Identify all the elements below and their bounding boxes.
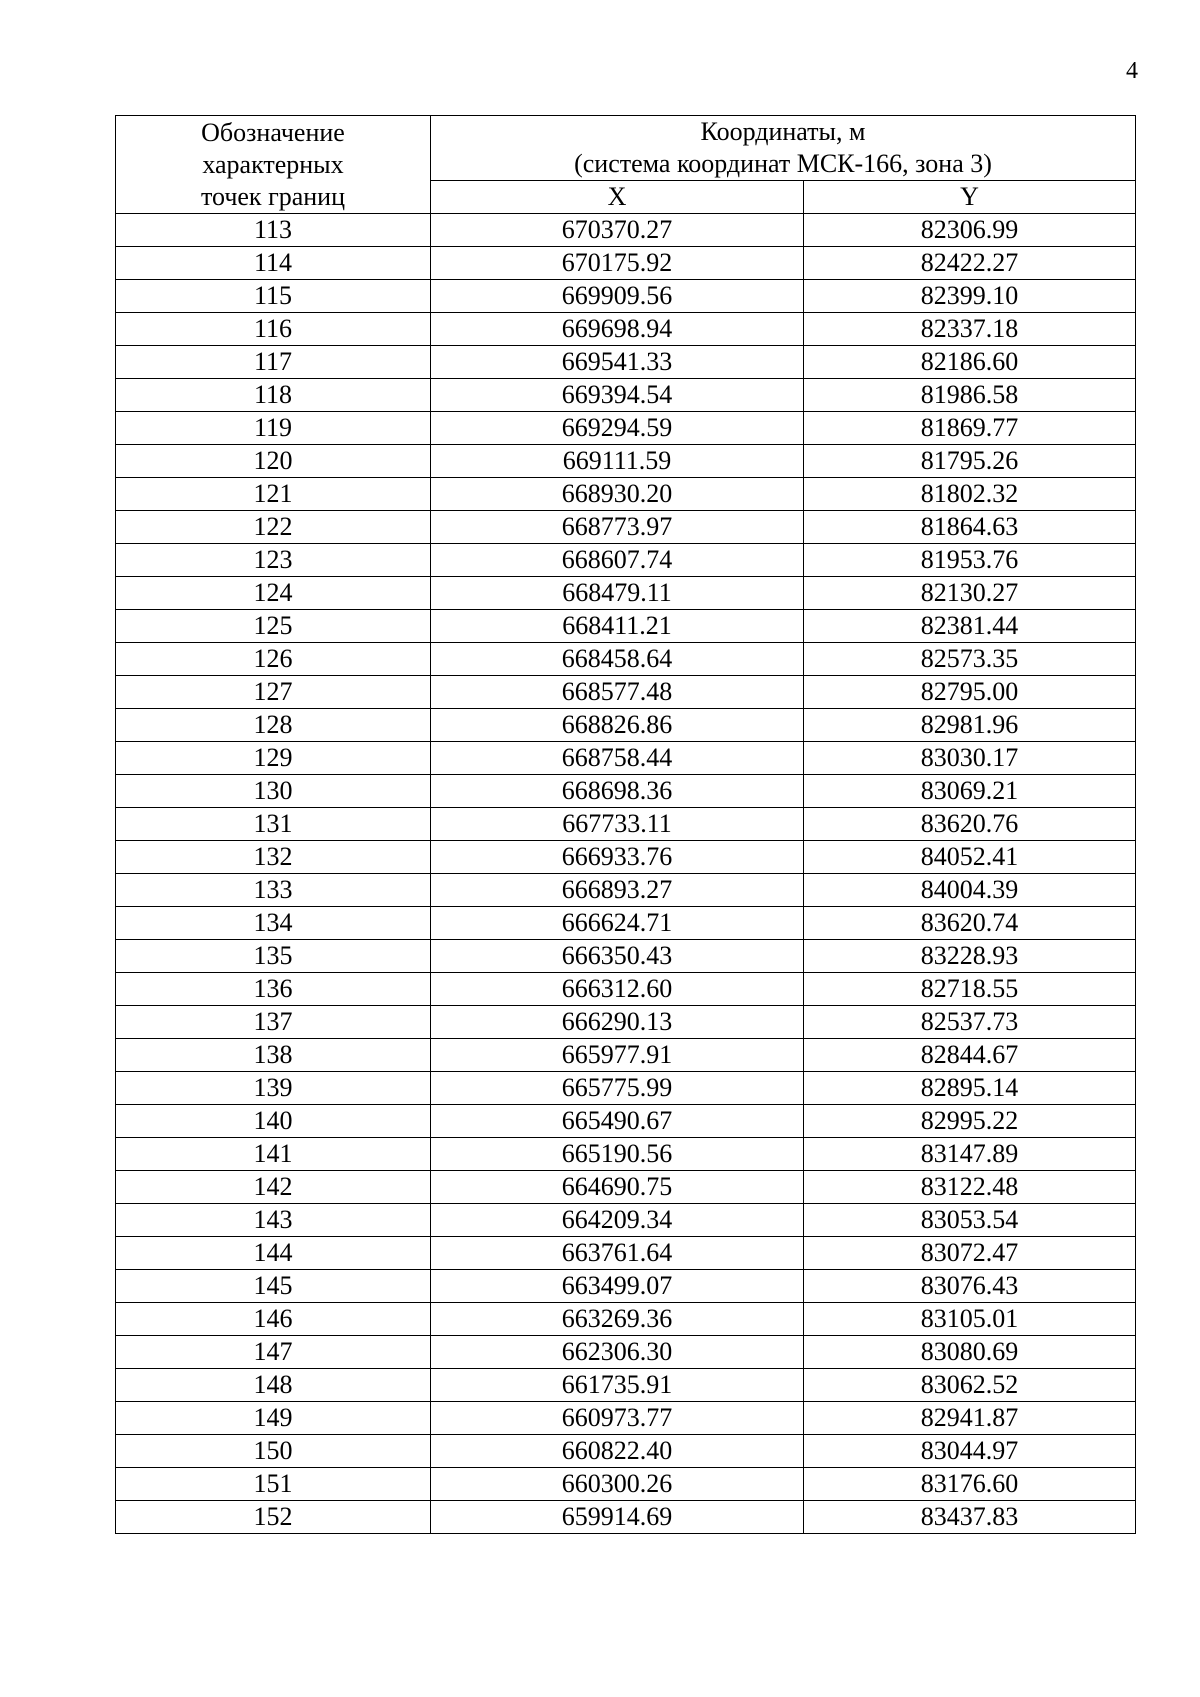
- cell-point-number: 152: [116, 1501, 431, 1534]
- cell-y: 83080.69: [804, 1336, 1136, 1369]
- cell-point-number: 124: [116, 577, 431, 610]
- table-row: [116, 412, 1136, 445]
- table-row: [116, 511, 1136, 544]
- cell-x: 669294.59: [431, 412, 804, 445]
- cell-point-number: 147: [116, 1336, 431, 1369]
- cell-y: 82130.27: [804, 577, 1136, 610]
- cell-point-number: 126: [116, 643, 431, 676]
- cell-y: 83069.21: [804, 775, 1136, 808]
- cell-y: 83053.54: [804, 1204, 1136, 1237]
- cell-x: 665977.91: [431, 1039, 804, 1072]
- table-row: [116, 808, 1136, 841]
- table-row: [116, 1138, 1136, 1171]
- table-row: [116, 544, 1136, 577]
- cell-y: 83105.01: [804, 1303, 1136, 1336]
- cell-y: 82422.27: [804, 247, 1136, 280]
- cell-y: 81864.63: [804, 511, 1136, 544]
- table-row: [116, 1468, 1136, 1501]
- cell-point-number: 128: [116, 709, 431, 742]
- cell-x: 668930.20: [431, 478, 804, 511]
- cell-x: 669909.56: [431, 280, 804, 313]
- cell-point-number: 117: [116, 346, 431, 379]
- table-row: [116, 973, 1136, 1006]
- cell-x: 668577.48: [431, 676, 804, 709]
- cell-point-number: 143: [116, 1204, 431, 1237]
- table-row: [116, 478, 1136, 511]
- cell-y: 83228.93: [804, 940, 1136, 973]
- cell-y: 84052.41: [804, 841, 1136, 874]
- cell-y: 82537.73: [804, 1006, 1136, 1039]
- cell-point-number: 132: [116, 841, 431, 874]
- cell-x: 669111.59: [431, 445, 804, 478]
- table-row: [116, 1072, 1136, 1105]
- table-body: [116, 214, 1136, 1534]
- cell-y: 81795.26: [804, 445, 1136, 478]
- cell-point-number: 142: [116, 1171, 431, 1204]
- cell-x: 668411.21: [431, 610, 804, 643]
- header-coords-line-2: (система координат МСК-166, зона 3): [574, 149, 992, 178]
- table-row: [116, 940, 1136, 973]
- cell-point-number: 130: [116, 775, 431, 808]
- table-row: [116, 1369, 1136, 1402]
- table-row: [116, 742, 1136, 775]
- table-row: [116, 775, 1136, 808]
- cell-y: 82381.44: [804, 610, 1136, 643]
- cell-x: 668773.97: [431, 511, 804, 544]
- table-row: [116, 643, 1136, 676]
- header-point-designation: [116, 116, 431, 214]
- cell-point-number: 150: [116, 1435, 431, 1468]
- cell-y: 81802.32: [804, 478, 1136, 511]
- table-row: [116, 1435, 1136, 1468]
- table-header: [116, 116, 1136, 214]
- cell-point-number: 123: [116, 544, 431, 577]
- cell-x: 666893.27: [431, 874, 804, 907]
- cell-point-number: 151: [116, 1468, 431, 1501]
- cell-x: 663269.36: [431, 1303, 804, 1336]
- cell-point-number: 118: [116, 379, 431, 412]
- table-row: [116, 1270, 1136, 1303]
- page-number: 4: [1126, 58, 1138, 84]
- cell-point-number: 149: [116, 1402, 431, 1435]
- cell-x: 665490.67: [431, 1105, 804, 1138]
- cell-x: 669698.94: [431, 313, 804, 346]
- cell-x: 668458.64: [431, 643, 804, 676]
- cell-x: 663499.07: [431, 1270, 804, 1303]
- table-row: [116, 610, 1136, 643]
- table-row: [116, 280, 1136, 313]
- table-row: [116, 214, 1136, 247]
- cell-point-number: 115: [116, 280, 431, 313]
- cell-y: 83072.47: [804, 1237, 1136, 1270]
- table-row: [116, 1204, 1136, 1237]
- cell-y: 83176.60: [804, 1468, 1136, 1501]
- cell-x: 670175.92: [431, 247, 804, 280]
- cell-point-number: 137: [116, 1006, 431, 1039]
- cell-point-number: 125: [116, 610, 431, 643]
- table-row: [116, 1105, 1136, 1138]
- table-row: [116, 1171, 1136, 1204]
- header-point-line-3: точек границ: [200, 181, 346, 211]
- table-row: [116, 1237, 1136, 1270]
- table-row: [116, 1006, 1136, 1039]
- cell-point-number: 135: [116, 940, 431, 973]
- cell-y: 82186.60: [804, 346, 1136, 379]
- table-row: [116, 1039, 1136, 1072]
- table-row: [116, 577, 1136, 610]
- cell-point-number: 122: [116, 511, 431, 544]
- cell-x: 666350.43: [431, 940, 804, 973]
- cell-point-number: 144: [116, 1237, 431, 1270]
- cell-y: 81869.77: [804, 412, 1136, 445]
- cell-point-number: 145: [116, 1270, 431, 1303]
- cell-x: 669541.33: [431, 346, 804, 379]
- cell-x: 661735.91: [431, 1369, 804, 1402]
- cell-y: 82306.99: [804, 214, 1136, 247]
- cell-x: 660300.26: [431, 1468, 804, 1501]
- cell-x: 660973.77: [431, 1402, 804, 1435]
- cell-y: 83620.76: [804, 808, 1136, 841]
- table-row: [116, 313, 1136, 346]
- cell-point-number: 146: [116, 1303, 431, 1336]
- cell-x: 668607.74: [431, 544, 804, 577]
- cell-y: 82718.55: [804, 973, 1136, 1006]
- table-row: [116, 1336, 1136, 1369]
- cell-x: 666290.13: [431, 1006, 804, 1039]
- cell-x: 660822.40: [431, 1435, 804, 1468]
- header-point-line-1: Обозначение: [201, 117, 345, 147]
- table-row: [116, 1303, 1136, 1336]
- table-row: [116, 874, 1136, 907]
- table-row: [116, 841, 1136, 874]
- cell-x: 668479.11: [431, 577, 804, 610]
- cell-y: 83620.74: [804, 907, 1136, 940]
- cell-point-number: 141: [116, 1138, 431, 1171]
- cell-y: 82399.10: [804, 280, 1136, 313]
- cell-point-number: 139: [116, 1072, 431, 1105]
- header-point-line-2: характерных: [202, 149, 344, 179]
- table-row: [116, 379, 1136, 412]
- cell-y: 82981.96: [804, 709, 1136, 742]
- table-row: [116, 1402, 1136, 1435]
- table-row: [116, 247, 1136, 280]
- cell-point-number: 119: [116, 412, 431, 445]
- cell-point-number: 127: [116, 676, 431, 709]
- cell-x: 668698.36: [431, 775, 804, 808]
- cell-point-number: 134: [116, 907, 431, 940]
- cell-x: 664209.34: [431, 1204, 804, 1237]
- cell-x: 667733.11: [431, 808, 804, 841]
- cell-x: 662306.30: [431, 1336, 804, 1369]
- coordinates-table: [115, 115, 1136, 1534]
- cell-x: 666933.76: [431, 841, 804, 874]
- cell-y: 83147.89: [804, 1138, 1136, 1171]
- cell-point-number: 121: [116, 478, 431, 511]
- cell-x: 666312.60: [431, 973, 804, 1006]
- cell-y: 83076.43: [804, 1270, 1136, 1303]
- header-coords-line-1: Координаты, м: [700, 117, 866, 146]
- cell-y: 82995.22: [804, 1105, 1136, 1138]
- cell-x: 668826.86: [431, 709, 804, 742]
- cell-point-number: 116: [116, 313, 431, 346]
- cell-y: 83437.83: [804, 1501, 1136, 1534]
- table-row: [116, 676, 1136, 709]
- cell-y: 82795.00: [804, 676, 1136, 709]
- cell-y: 82337.18: [804, 313, 1136, 346]
- cell-point-number: 148: [116, 1369, 431, 1402]
- cell-point-number: 114: [116, 247, 431, 280]
- cell-point-number: 113: [116, 214, 431, 247]
- cell-y: 83062.52: [804, 1369, 1136, 1402]
- cell-point-number: 120: [116, 445, 431, 478]
- cell-point-number: 140: [116, 1105, 431, 1138]
- cell-y: 83122.48: [804, 1171, 1136, 1204]
- cell-y: 82895.14: [804, 1072, 1136, 1105]
- cell-x: 664690.75: [431, 1171, 804, 1204]
- table-row: [116, 445, 1136, 478]
- cell-x: 668758.44: [431, 742, 804, 775]
- cell-x: 663761.64: [431, 1237, 804, 1270]
- cell-x: 666624.71: [431, 907, 804, 940]
- table-row: [116, 907, 1136, 940]
- cell-y: 82844.67: [804, 1039, 1136, 1072]
- table-row: [116, 1501, 1136, 1534]
- cell-x: 670370.27: [431, 214, 804, 247]
- table-row: [116, 346, 1136, 379]
- cell-x: 665190.56: [431, 1138, 804, 1171]
- cell-x: 669394.54: [431, 379, 804, 412]
- cell-x: 659914.69: [431, 1501, 804, 1534]
- cell-y: 82573.35: [804, 643, 1136, 676]
- cell-point-number: 133: [116, 874, 431, 907]
- cell-x: 665775.99: [431, 1072, 804, 1105]
- cell-point-number: 131: [116, 808, 431, 841]
- header-x: X: [431, 181, 804, 214]
- header-coordinates: [431, 116, 1136, 181]
- cell-y: 83030.17: [804, 742, 1136, 775]
- cell-y: 84004.39: [804, 874, 1136, 907]
- table-row: [116, 709, 1136, 742]
- header-y: Y: [804, 181, 1136, 214]
- cell-point-number: 138: [116, 1039, 431, 1072]
- cell-y: 82941.87: [804, 1402, 1136, 1435]
- cell-point-number: 129: [116, 742, 431, 775]
- cell-y: 81986.58: [804, 379, 1136, 412]
- cell-point-number: 136: [116, 973, 431, 1006]
- cell-y: 81953.76: [804, 544, 1136, 577]
- cell-y: 83044.97: [804, 1435, 1136, 1468]
